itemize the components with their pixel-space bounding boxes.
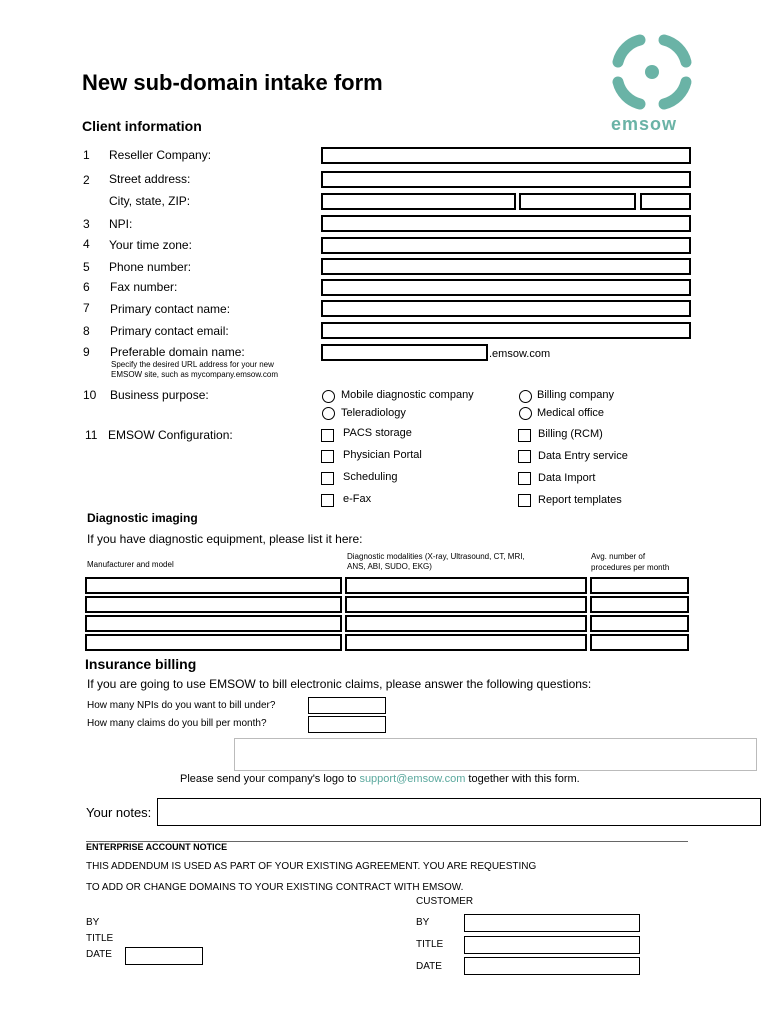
option-report-templates: Report templates — [538, 494, 622, 506]
npis-count-input[interactable] — [308, 697, 386, 714]
equipment-row2-procedures[interactable] — [590, 596, 689, 613]
label-emsow-configuration: EMSOW Configuration: — [108, 428, 233, 442]
customer-label: CUSTOMER — [416, 896, 474, 907]
equipment-row2-manufacturer[interactable] — [85, 596, 342, 613]
equipment-row1-manufacturer[interactable] — [85, 577, 342, 594]
option-scheduling: Scheduling — [343, 471, 398, 483]
billing-intro: If you are going to use EMSOW to bill electronic claims, please answer the following questions: — [87, 677, 592, 691]
billing-section-title: Insurance billing — [85, 656, 197, 672]
row-num-2: 2 — [83, 173, 90, 187]
option-efax: e-Fax — [343, 493, 372, 505]
city-input[interactable] — [321, 193, 516, 210]
client-section-title: Client information — [82, 118, 202, 134]
equipment-row3-procedures[interactable] — [590, 615, 689, 632]
col-manufacturer: Manufacturer and model — [87, 560, 174, 569]
customer-date-label: DATE — [416, 961, 442, 972]
option-mobile-diagnostic: Mobile diagnostic company — [341, 389, 474, 401]
logo-text: emsow — [611, 114, 678, 134]
notice-line2: TO ADD OR CHANGE DOMAINS TO YOUR EXISTING CONTRACT WITH EMSOW. — [86, 882, 464, 893]
street-address-input[interactable] — [321, 171, 691, 188]
state-input[interactable] — [519, 193, 636, 210]
equipment-row1-procedures[interactable] — [590, 577, 689, 594]
label-time-zone: Your time zone: — [109, 238, 192, 252]
label-city-state-zip: City, state, ZIP: — [109, 194, 191, 208]
row-num-3: 3 — [83, 217, 90, 231]
left-title-label: TITLE — [86, 933, 114, 944]
label-your-notes: Your notes: — [86, 805, 152, 820]
label-primary-contact-email: Primary contact email: — [110, 324, 229, 338]
equipment-row2-modalities[interactable] — [345, 596, 587, 613]
checkbox-scheduling[interactable] — [321, 472, 334, 485]
notice-title: ENTERPRISE ACCOUNT NOTICE — [86, 842, 228, 852]
logo-upload-box[interactable] — [234, 738, 757, 771]
notice-line1: THIS ADDENDUM IS USED AS PART OF YOUR EXISTING AGREEMENT. YOU ARE REQUESTING — [86, 861, 537, 872]
label-business-purpose: Business purpose: — [110, 388, 209, 402]
label-npis-count: How many NPIs do you want to bill under? — [87, 700, 276, 711]
option-data-entry: Data Entry service — [538, 450, 628, 462]
checkbox-physician-portal[interactable] — [321, 450, 334, 463]
left-by-label: BY — [86, 917, 100, 928]
fax-number-input[interactable] — [321, 279, 691, 296]
label-primary-contact-name: Primary contact name: — [110, 302, 231, 316]
col-procedures-line2: procedures per month — [591, 563, 670, 572]
customer-by-input[interactable] — [464, 914, 640, 932]
logo-note-before: Please send your company's logo to — [180, 773, 360, 785]
left-date-input[interactable] — [125, 947, 203, 965]
col-modalities-line2: ANS, ABI, SUDO, EKG) — [347, 562, 432, 571]
claims-per-month-input[interactable] — [308, 716, 386, 733]
npi-input[interactable] — [321, 215, 691, 232]
label-preferable-domain: Preferable domain name: — [110, 345, 245, 359]
equipment-row1-modalities[interactable] — [345, 577, 587, 594]
customer-date-input[interactable] — [464, 957, 640, 975]
checkbox-data-entry[interactable] — [518, 450, 531, 463]
option-physician-portal: Physician Portal — [343, 449, 422, 461]
logo-note — [180, 774, 580, 785]
checkbox-report-templates[interactable] — [518, 494, 531, 507]
customer-by-label: BY — [416, 917, 430, 928]
domain-suffix: .emsow.com — [489, 348, 551, 360]
zip-input[interactable] — [640, 193, 691, 210]
label-street-address: Street address: — [109, 172, 191, 186]
reseller-company-input[interactable] — [321, 147, 691, 164]
label-reseller-company: Reseller Company: — [109, 148, 212, 162]
radio-medical-office[interactable] — [519, 407, 532, 420]
page-title: New sub-domain intake form — [82, 70, 383, 95]
radio-teleradiology[interactable] — [322, 407, 335, 420]
option-billing-company: Billing company — [537, 389, 615, 401]
row-num-11: 11 — [85, 428, 98, 442]
label-fax-number: Fax number: — [110, 280, 178, 294]
checkbox-pacs-storage[interactable] — [321, 429, 334, 442]
imaging-intro: If you have diagnostic equipment, please list it here: — [87, 532, 363, 546]
label-npi: NPI: — [109, 217, 133, 231]
row-num-4: 4 — [83, 237, 90, 251]
emsow-logo — [608, 30, 696, 134]
checkbox-data-import[interactable] — [518, 472, 531, 485]
col-modalities-line1: Diagnostic modalities (X-ray, Ultrasound, CT, MRI, — [347, 552, 525, 561]
customer-title-label: TITLE — [416, 939, 444, 950]
row-num-1: 1 — [83, 148, 90, 162]
radio-billing-company[interactable] — [519, 390, 532, 403]
notes-input[interactable] — [157, 798, 761, 826]
row-num-10: 10 — [83, 388, 97, 402]
row-num-6: 6 — [83, 280, 90, 294]
col-procedures-line1: Avg. number of — [591, 552, 646, 561]
row-num-5: 5 — [83, 260, 90, 274]
label-phone-number: Phone number: — [109, 260, 192, 274]
checkbox-efax[interactable] — [321, 494, 334, 507]
equipment-row4-manufacturer[interactable] — [85, 634, 342, 651]
option-teleradiology: Teleradiology — [341, 407, 406, 419]
option-data-import: Data Import — [538, 472, 596, 484]
imaging-section-title: Diagnostic imaging — [87, 511, 198, 525]
equipment-row3-manufacturer[interactable] — [85, 615, 342, 632]
checkbox-billing-rcm[interactable] — [518, 429, 531, 442]
row-num-8: 8 — [83, 324, 90, 338]
domain-hint-line1: Specify the desired URL address for your new — [111, 360, 274, 369]
option-billing-rcm: Billing (RCM) — [538, 428, 603, 440]
domain-hint-line2: EMSOW site, such as mycompany.emsow.com — [111, 370, 279, 379]
option-medical-office: Medical office — [537, 407, 605, 419]
option-pacs-storage: PACS storage — [343, 427, 412, 439]
logo-note-after: together with this form. — [465, 773, 580, 785]
radio-mobile-diagnostic[interactable] — [322, 390, 335, 403]
row-num-9: 9 — [83, 345, 90, 359]
row-num-7: 7 — [83, 301, 90, 315]
equipment-row4-procedures[interactable] — [590, 634, 689, 651]
domain-name-input[interactable] — [321, 344, 488, 361]
primary-contact-name-input[interactable] — [321, 300, 691, 317]
customer-title-input[interactable] — [464, 936, 640, 954]
support-email-link[interactable]: support@emsow.com — [359, 773, 466, 785]
phone-number-input[interactable] — [321, 258, 691, 275]
left-date-label: DATE — [86, 949, 112, 960]
time-zone-input[interactable] — [321, 237, 691, 254]
primary-contact-email-input[interactable] — [321, 322, 691, 339]
label-claims-per-month: How many claims do you bill per month? — [87, 718, 267, 729]
equipment-row3-modalities[interactable] — [345, 615, 587, 632]
equipment-row4-modalities[interactable] — [345, 634, 587, 651]
